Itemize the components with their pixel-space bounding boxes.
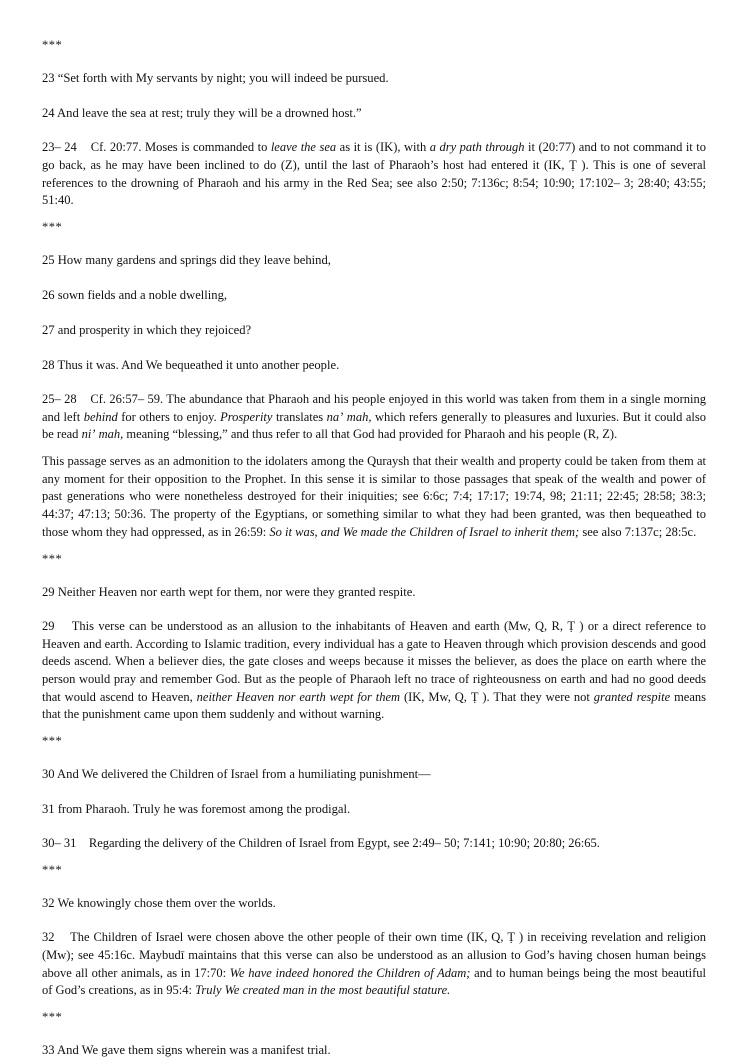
italic-phrase: a dry path through: [429, 140, 525, 155]
verse-line-23: 23 “Set forth with My servants by night; you will indeed be pursued.: [42, 71, 389, 85]
page-content: [42, 30, 706, 1061]
section-separator: ***: [42, 862, 63, 877]
commentary-reference-label: 32: [42, 930, 71, 945]
commentary-reference-label: 29: [42, 618, 72, 633]
verse-line-29: 29 Neither Heaven nor earth wept for them, nor were they granted respite.: [42, 584, 416, 599]
italic-phrase: So it was, and We made the Children of Israel to inherit them;: [269, 524, 580, 539]
commentary-block-23-24: 23– 24 Cf. 20:77. Moses is commanded to leave the sea as it is (IK), with a dry path through it (20:77) and to not command it to go back, as he may have been inclined to do (Z), until the last of Pharaoh’s host had entered it (IK, Ṭ ). This is one of several references to the drowning of Pharaoh and his army in the Red Sea; see also 2:50; 7:136c; 8:54; 10:90; 17:102– 3; 28:40; 43:55; 51:40.: [42, 140, 707, 208]
commentary-reference-label: 23– 24: [42, 140, 91, 155]
verse-line-30: 30 And We delivered the Children of Israel from a humiliating punishment—: [42, 767, 431, 781]
commentary-block-30-31: 30– 31 Regarding the delivery of the Children of Israel from Egypt, see 2:49– 50; 7:141; 10:90; 20:80; 26:65.: [42, 836, 600, 851]
italic-phrase: granted respite: [593, 689, 671, 704]
verse-line-24: 24 And leave the sea at rest; truly they will be a drowned host.”: [42, 105, 362, 120]
verse-line-31: 31 from Pharaoh. Truly he was foremost among the prodigal.: [42, 801, 351, 816]
italic-phrase: niʼ mah,: [81, 427, 124, 442]
section-separator: ***: [42, 1010, 63, 1025]
italic-phrase: Truly We created man in the most beautiful stature.: [195, 983, 451, 998]
section-separator: ***: [42, 38, 63, 52]
italic-phrase: neither Heaven nor earth wept for them: [196, 689, 401, 704]
verse-line-27: 27 and prosperity in which they rejoiced?: [42, 322, 252, 337]
commentary-block-29: 29 This verse can be understood as an allusion to the inhabitants of Heaven and earth (Mw, Q, R, Ṭ ) or a direct reference to Heaven and earth. According to Islamic tradition, every individual has a gate to Heaven through which provision descends and good deeds ascend. When a believer dies, the gate closes and weeps because it misses the believer, as does the place on earth where the person would pray and remember God. But as the people of Pharaoh left no trace of righteousness on earth and had no good deeds that would ascend to Heaven, neither Heaven nor earth wept for them (IK, Mw, Q, Ṭ ). That they were not granted respite means that the punishment came upon them suddenly and without warning.: [42, 618, 706, 722]
commentary-block-32: 32 The Children of Israel were chosen above the other people of their own time (IK, Q, Ṭ ) in receiving revelation and religion (Mw); see 45:16c. Maybudī maintains that this verse can also be understood as an allusion to God’s having chosen human beings above all other animals, as in 17:70: We have indeed honored the Children of Adam; and to human beings being the most beautiful of God’s creations, as in 95:4: Truly We created man in the most beautiful stature.: [42, 930, 706, 998]
verse-line-33: 33 And We gave them signs wherein was a manifest trial.: [42, 1043, 331, 1058]
italic-phrase: Prosperity: [220, 409, 273, 424]
commentary-reference-label: 30– 31: [42, 836, 89, 851]
italic-phrase: naʼ mah,: [326, 409, 372, 424]
italic-phrase: leave the sea: [270, 140, 337, 155]
commentary-block-25-28: 25– 28 Cf. 26:57– 59. The abundance that Pharaoh and his people enjoyed in this world was taken from them in a single morning and left behind for others to enjoy. Prosperity translates naʼ mah, which refers generally to pleasures and luxuries. But it could also be read niʼ mah, meaning “blessing,” and thus refer to all that God had provided for Pharaoh and his people (R, Z).: [42, 392, 707, 442]
section-separator: ***: [42, 220, 63, 234]
verse-line-32: 32 We knowingly chose them over the worlds.: [42, 895, 276, 910]
commentary-block-quraysh-admonition: This passage serves as an admonition to the idolaters among the Quraysh that their wealth and property could be taken from them at any moment for their opposition to the Prophet. In this sense it is similar to those passages that speak of the wealth and power of past generations who were nonetheless destroyed for their iniquities; see 6:6c; 7:4; 17:17; 19:74, 98; 21:11; 22:45; 28:58; 38:3; 44:37; 47:13; 50:36. The property of the Egyptians, or something similar to what they had been granted, was then bequeathed to those whom they had oppressed, as in 26:59: So it was, and We made the Children of Israel to inherit them; see also 7:137c; 28:5c.: [42, 454, 706, 539]
italic-phrase: behind: [83, 409, 118, 424]
commentary-reference-label: 25– 28: [42, 392, 91, 406]
verse-line-28: 28 Thus it was. And We bequeathed it unto another people.: [42, 357, 340, 372]
section-separator: ***: [42, 551, 63, 566]
verse-line-26: 26 sown fields and a noble dwelling,: [42, 287, 228, 302]
italic-phrase: We have indeed honored the Children of Adam;: [229, 965, 471, 980]
verse-line-25: 25 How many gardens and springs did they leave behind,: [42, 253, 331, 267]
section-separator: ***: [42, 734, 63, 748]
